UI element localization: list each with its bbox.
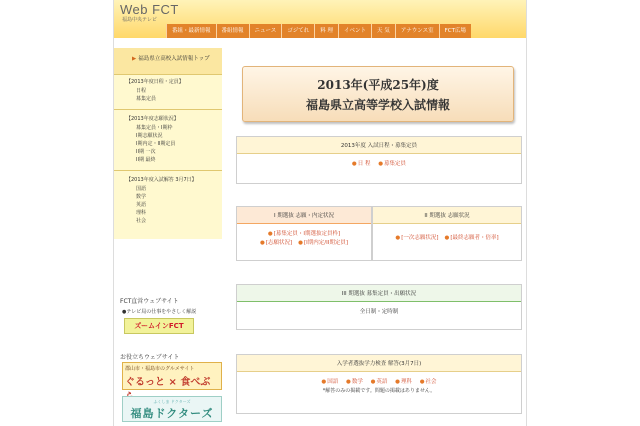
gourmet-banner-caption: 郡山市・福島市のグルメサイト [125, 366, 195, 372]
site-header [114, 0, 527, 38]
link-label: 数学 [351, 379, 363, 385]
phase2-card [372, 206, 522, 261]
phase1-card-body [237, 224, 371, 254]
nav-item-news[interactable]: ニュース [249, 24, 282, 38]
doctors-site-banner[interactable] [122, 396, 222, 422]
phase2-first-link[interactable] [395, 235, 438, 241]
gourmet-banner-title: ぐるっと × 食べぶ [125, 377, 211, 388]
sidebar-item-phase2-final[interactable]: II期 最終 [136, 157, 156, 163]
link-label: [一次志願状況] [401, 235, 439, 241]
schedule-card-body [237, 154, 521, 175]
useful-sites-heading: お役立ちウェブサイト [120, 354, 180, 361]
nav-item-cooking[interactable]: 料 理 [314, 24, 338, 38]
answer-japanese-link[interactable] [321, 379, 338, 385]
bullet-icon: ● [378, 161, 384, 167]
link-label: [志願状況] [265, 240, 293, 246]
bullet-icon: ● [419, 379, 425, 385]
phase1-card-heading: I 期選抜 志願・内定状況 [237, 207, 371, 224]
nav-item-announcers[interactable]: アナウンス室 [395, 24, 439, 38]
sidebar-block-applications [114, 109, 222, 170]
nav-item-weather[interactable]: 天 気 [371, 24, 395, 38]
sidebar-item-phase1-offers[interactable]: I期内定・II期定員 [136, 141, 176, 147]
main-nav [166, 24, 471, 38]
link-label: 英語 [376, 379, 388, 385]
answer-social-link[interactable] [420, 379, 437, 385]
phase2-card-heading: II 期選抜 志願状況 [373, 207, 521, 224]
answer-science-link[interactable] [395, 379, 412, 385]
bullet-icon: ● [444, 235, 450, 241]
gourmet-site-banner[interactable] [122, 362, 222, 390]
answers-note: *解答のみの掲載です。問題の掲載はありません。 [322, 388, 436, 394]
site-logo[interactable]: Web FCT [120, 2, 179, 17]
page-title-box [242, 66, 514, 122]
triangle-right-icon: ▶ [132, 56, 137, 62]
page-frame [113, 0, 527, 426]
sidebar-item-social[interactable]: 社会 [136, 218, 147, 224]
phase1-card [236, 206, 372, 261]
bullet-icon: ● [370, 379, 376, 385]
fct-sites-heading: FCT直営ウェブサイト [120, 298, 179, 305]
sidebar-top-label: 福島県立高校入試情報トップ [138, 56, 210, 62]
link-label: 国語 [327, 379, 339, 385]
sidebar-item-science[interactable]: 理科 [136, 210, 147, 216]
phase1-applications-link[interactable] [260, 240, 292, 246]
schedule-card [236, 136, 522, 184]
sidebar-block-schedule [114, 74, 222, 109]
schedule-link[interactable] [352, 161, 371, 167]
phase1-offers-link[interactable] [298, 240, 348, 246]
answers-card-heading: 入学者選抜学力検査 解答(3月7日) [237, 355, 521, 372]
site-logo-subtitle: 福島中央テレビ [122, 17, 157, 23]
phase2-final-link[interactable] [445, 235, 499, 241]
nav-item-fct-square[interactable]: FCT広場 [439, 24, 471, 38]
sidebar-item-phase2-first[interactable]: II期 一次 [136, 149, 156, 155]
link-label: [募集定員・I期選抜定員枠] [273, 231, 341, 237]
sidebar-item-japanese[interactable]: 国語 [136, 186, 147, 192]
phase3-card-heading: III 期選抜 募集定員・出願状況 [237, 285, 521, 302]
capacity-link[interactable] [378, 161, 406, 167]
bullet-icon: ● [346, 379, 351, 385]
sidebar-block-heading: 【2013年度入試解答 3月7日】 [126, 177, 197, 183]
phase2-card-body [373, 224, 521, 249]
bullet-icon: ● [395, 379, 400, 385]
sidebar-item-math[interactable]: 数学 [136, 194, 147, 200]
answer-math-link[interactable] [346, 379, 363, 385]
answers-card-body [237, 372, 521, 402]
sidebar-item-phase1-applications[interactable]: I期志願状況 [136, 133, 163, 139]
doctors-banner-caption: ふくしま ドクターズ [153, 399, 191, 404]
nav-item-events[interactable]: イベント [338, 24, 371, 38]
sidebar-item-schedule[interactable]: 日程 [136, 88, 147, 94]
bullet-icon: ● [267, 231, 273, 237]
bullet-icon: ● [351, 161, 357, 167]
link-label: 社会 [425, 379, 437, 385]
answer-english-link[interactable] [371, 379, 388, 385]
answers-card [236, 354, 522, 414]
bullet-icon: ● [298, 240, 303, 246]
sidebar-item-capacity-phase1[interactable]: 募集定員・I期枠 [136, 125, 173, 131]
zoom-in-fct-banner[interactable]: ズームインFCT [124, 318, 194, 334]
bullet-icon: ● [321, 379, 327, 385]
link-label: [I期内定/II期定員] [303, 240, 348, 246]
nav-item-gojitere[interactable]: ゴジてれ [281, 24, 314, 38]
schedule-card-heading: 2013年度 入試日程・募集定員 [237, 137, 521, 154]
fct-sites-item[interactable]: ●テレビ局の仕事をやさしく解説 [122, 309, 197, 315]
sidebar-block-answers [114, 170, 222, 239]
page-title: 福島県立高等学校入試情報 [305, 98, 450, 112]
phase3-card [236, 284, 522, 330]
sidebar-item-capacity[interactable]: 募集定員 [136, 96, 157, 102]
sidebar-block-heading: 【2013年度志願状況】 [126, 116, 179, 122]
sidebar [114, 48, 222, 239]
phase1-capacity-link[interactable] [268, 231, 340, 237]
sidebar-block-heading: 【2013年度日程・定員】 [126, 79, 184, 85]
doctors-banner-title: 福島ドクターズ [130, 407, 214, 420]
link-label: 日 程 [357, 161, 371, 167]
page-title-year: 2013年(平成25年)度 [317, 78, 439, 92]
link-label: 募集定員 [384, 161, 407, 167]
nav-item-programs[interactable]: 番組情報 [216, 24, 249, 38]
nav-item-latest[interactable]: 番組・最新情報 [166, 24, 216, 38]
link-label: 理科 [400, 379, 412, 385]
bullet-icon: ● [395, 235, 401, 241]
phase3-card-text: 全日制・定時制 [359, 309, 399, 315]
bullet-icon: ● [260, 240, 265, 246]
link-label: [最終志願者・倍率] [450, 235, 499, 241]
sidebar-top-link[interactable] [114, 48, 222, 74]
sidebar-item-english[interactable]: 英語 [136, 202, 147, 208]
